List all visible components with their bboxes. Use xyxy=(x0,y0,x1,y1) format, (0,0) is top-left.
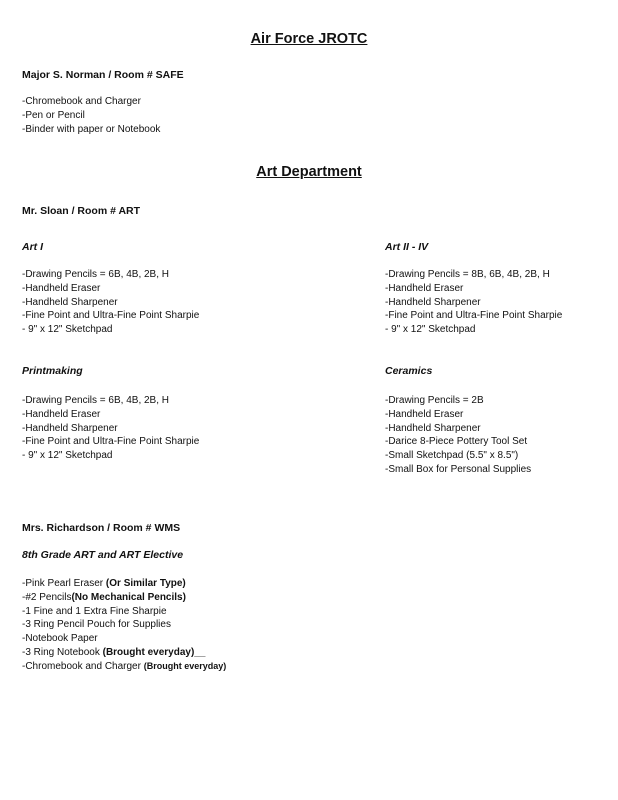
list-item: -Chromebook and Charger xyxy=(22,96,141,107)
list-item: -Drawing Pencils = 8B, 6B, 4B, 2B, H xyxy=(385,269,550,280)
printmaking-title: Printmaking xyxy=(22,365,83,377)
ceramics-title: Ceramics xyxy=(385,365,433,377)
richardson-teacher: Mrs. Richardson / Room # WMS xyxy=(22,522,181,534)
list-item: -Small Sketchpad (5.5" x 8.5") xyxy=(385,450,519,462)
list-item: -Drawing Pencils = 2B xyxy=(385,395,484,406)
list-item: -Handheld Eraser xyxy=(385,408,464,420)
list-item: -Fine Point and Ultra-Fine Point Sharpie xyxy=(385,310,563,322)
item-text: -3 Ring Notebook xyxy=(22,646,103,658)
list-item: -Drawing Pencils = 6B, 4B, 2B, H xyxy=(22,269,170,280)
item-text: -3 Ring Pencil Pouch for Supplies xyxy=(22,619,171,631)
list-item: -Fine Point and Ultra-Fine Point Sharpie xyxy=(22,436,200,448)
list-item xyxy=(22,605,226,619)
list-item xyxy=(22,618,226,632)
list-item: -Handheld Sharpener xyxy=(22,422,118,434)
list-item xyxy=(22,577,226,591)
item-note: (Brought everyday)__ xyxy=(102,646,206,658)
list-item: -Drawing Pencils = 6B, 4B, 2B, H xyxy=(22,395,170,406)
list-item: -Fine Point and Ultra-Fine Point Sharpie xyxy=(22,310,200,322)
art2-supply-list xyxy=(385,268,562,337)
list-item: -Handheld Eraser xyxy=(22,282,101,294)
item-text: -Chromebook and Charger xyxy=(22,660,144,672)
richardson-supply-list xyxy=(22,577,226,674)
item-note: (Or Similar Type) xyxy=(105,578,186,589)
richardson-course-title: 8th Grade ART and ART Elective xyxy=(22,549,184,561)
item-note: (No Mechanical Pencils) xyxy=(71,591,186,603)
list-item: -Handheld Sharpener xyxy=(22,296,118,308)
list-item xyxy=(22,660,226,674)
list-item: -Pen or Pencil xyxy=(22,109,85,121)
printmaking-supply-list xyxy=(22,394,199,463)
list-item: - 9" x 12" Sketchpad xyxy=(22,324,113,336)
list-item: -Handheld Sharpener xyxy=(385,296,481,308)
list-item: - 9" x 12" Sketchpad xyxy=(385,324,476,336)
sloan-teacher: Mr. Sloan / Room # ART xyxy=(22,205,141,217)
list-item xyxy=(22,632,226,646)
jrotc-title: Air Force JROTC xyxy=(250,31,368,47)
art1-supply-list xyxy=(22,268,199,337)
art-title: Art Department xyxy=(256,164,362,180)
jrotc-supply-list xyxy=(22,95,160,136)
item-text: -Notebook Paper xyxy=(22,633,98,645)
list-item xyxy=(22,591,226,605)
item-text: -1 Fine and 1 Extra Fine Sharpie xyxy=(22,605,167,617)
item-text: -#2 Pencils xyxy=(22,591,72,603)
jrotc-teacher: Major S. Norman / Room # SAFE xyxy=(22,69,184,81)
list-item: -Handheld Sharpener xyxy=(385,422,481,434)
list-item: - 9" x 12" Sketchpad xyxy=(22,450,113,462)
ceramics-supply-list xyxy=(385,394,531,477)
art2-title: Art II - IV xyxy=(385,241,429,253)
item-note: (Brought everyday) xyxy=(143,660,227,671)
list-item: -Binder with paper or Notebook xyxy=(22,123,161,135)
list-item xyxy=(22,646,226,660)
list-item: -Darice 8-Piece Pottery Tool Set xyxy=(385,436,528,448)
list-item: -Small Box for Personal Supplies xyxy=(385,463,532,475)
art1-title: Art I xyxy=(22,241,43,253)
list-item: -Handheld Eraser xyxy=(385,282,464,294)
list-item: -Handheld Eraser xyxy=(22,408,101,420)
item-text: -Pink Pearl Eraser xyxy=(22,578,106,589)
